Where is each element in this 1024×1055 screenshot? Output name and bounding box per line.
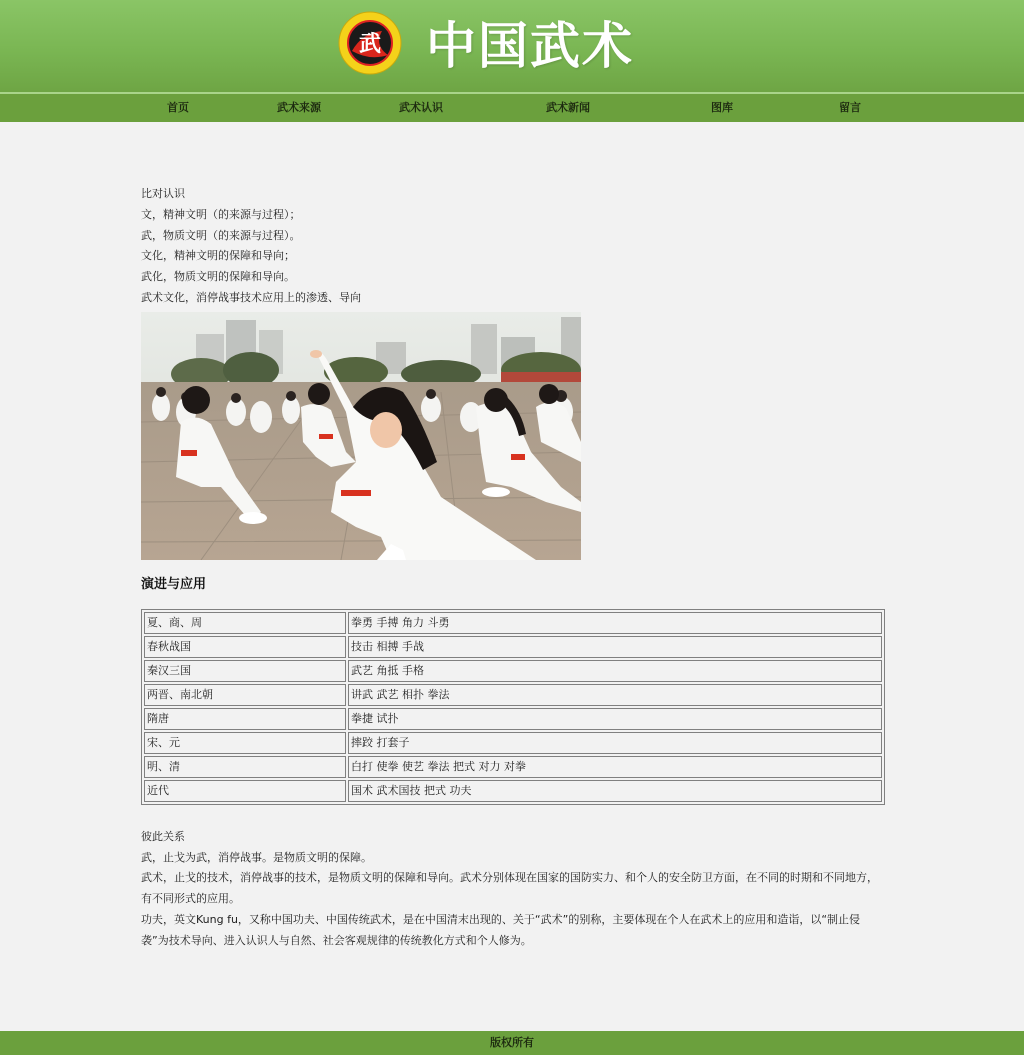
table-row <box>144 684 882 706</box>
era-cell: 隋唐 <box>144 708 346 730</box>
intro-line: 文化，精神文明的保障和导向； <box>141 249 295 263</box>
terms-cell: 技击 相搏 手战 <box>348 636 882 658</box>
era-cell: 两晋、南北朝 <box>144 684 346 706</box>
relation-section <box>141 827 886 952</box>
era-cell: 近代 <box>144 780 346 802</box>
martial-arts-practice-photo <box>141 312 581 560</box>
table-row <box>144 612 882 634</box>
logo-char: 武 <box>358 32 382 57</box>
table-row <box>144 780 882 802</box>
site-title: 中国武术 <box>426 17 634 75</box>
era-cell: 明、清 <box>144 756 346 778</box>
history-table <box>141 609 885 805</box>
intro-line: 文，精神文明（的来源与过程）； <box>141 207 301 221</box>
nav-item-origin[interactable]: 武术来源 <box>277 101 321 114</box>
intro-line: 武，物质文明（的来源与过程）。 <box>141 228 301 242</box>
nav-item-knowledge[interactable]: 武术认识 <box>399 101 443 114</box>
intro-line: 武术文化，消停战事技术应用上的渗透、导向 <box>141 290 361 304</box>
table-row <box>144 732 882 754</box>
relation-paragraph: 武术，止戈的技术，消停战事的技术，是物质文明的保障和导向。武术分别体现在国家的国防实力、和个人的安全防卫方面，在不同的时期和不同地方，有不同形式的应用。 <box>141 871 878 906</box>
section-heading: 演进与应用 <box>141 576 207 592</box>
terms-cell: 拳勇 手搏 角力 斗勇 <box>348 612 882 634</box>
era-cell: 春秋战国 <box>144 636 346 658</box>
intro-line: 武化，物质文明的保障和导向。 <box>141 270 295 284</box>
relation-paragraph: 武，止戈为武，消停战事。是物质文明的保障。 <box>141 850 372 864</box>
terms-cell: 讲武 武艺 相扑 拳法 <box>348 684 882 706</box>
site-footer: 版权所有 <box>0 1031 1024 1055</box>
table-row <box>144 636 882 658</box>
relation-heading: 彼此关系 <box>141 829 185 843</box>
terms-cell: 武艺 角抵 手格 <box>348 660 882 682</box>
era-cell: 秦汉三国 <box>144 660 346 682</box>
nav-item-gallery[interactable]: 图库 <box>711 101 733 114</box>
terms-cell: 国术 武术国技 把式 功夫 <box>348 780 882 802</box>
nav-item-guestbook[interactable]: 留言 <box>839 101 861 114</box>
main-nav <box>0 92 1024 122</box>
intro-heading: 比对认识 <box>141 187 185 200</box>
table-row <box>144 660 882 682</box>
terms-cell: 摔跤 打套子 <box>348 732 882 754</box>
main-content <box>141 184 886 952</box>
terms-cell: 白打 使拳 使艺 拳法 把式 对力 对拳 <box>348 756 882 778</box>
nav-item-home[interactable]: 首页 <box>167 101 189 114</box>
era-cell: 宋、元 <box>144 732 346 754</box>
site-header <box>0 0 1024 92</box>
terms-cell: 拳捷 试扑 <box>348 708 882 730</box>
nav-item-news[interactable]: 武术新闻 <box>546 101 590 114</box>
table-row <box>144 708 882 730</box>
relation-paragraph: 功夫，英文Kung fu，又称中国功夫、中国传统武术，是在中国清末出现的、关于“武术”的别称，主要体现在个人在武术上的应用和造诣，以“制止侵袭”为技术导向、进入认识人与自然、社会客观规律的传统教化方式和个人修为。 <box>141 912 861 947</box>
era-cell: 夏、商、周 <box>144 612 346 634</box>
table-row <box>144 756 882 778</box>
martial-arts-logo-icon <box>338 11 402 75</box>
